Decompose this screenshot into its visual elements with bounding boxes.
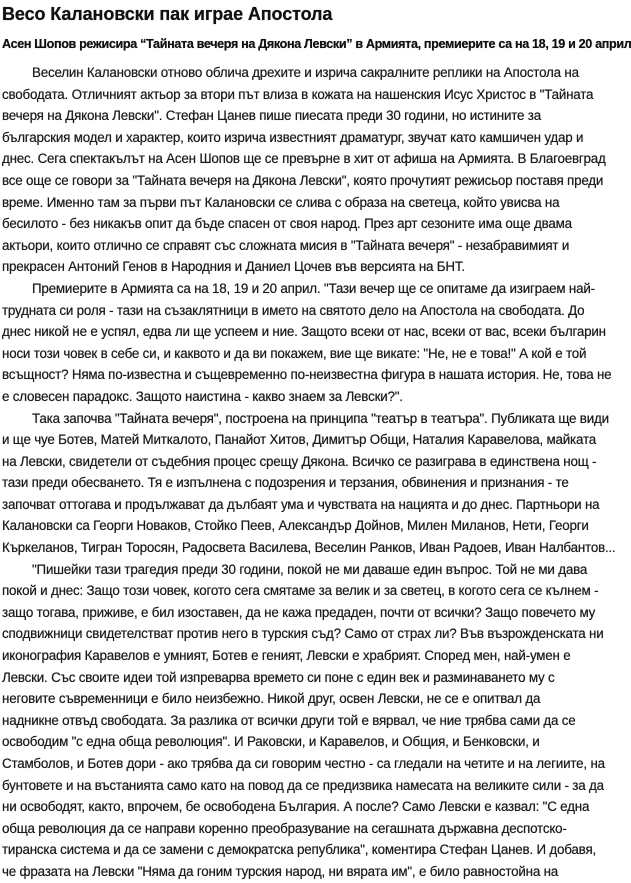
body-text-line: че фразата на Левски "Няма да гоним турския народ, ни вярата им", е било равностойна на <box>2 863 559 879</box>
body-text-line: носи този човек в себе си, и каквото и да ви покажем, вие ще викате: "Не, не е това!" А кой е той <box>2 345 587 361</box>
body-text-line: тази преди обесването. Тя е изпълнена с подозрения и терзания, обвинения и признания - те <box>2 475 569 491</box>
body-text-line: сподвижници свидетелстват против него в турския съд? Само от страх ли? Във възрожденската ни <box>2 626 604 642</box>
body-text-line: Калановски са Георги Новаков, Стойко Пеев, Александър Дойнов, Милен Миланов, Нети, Георги <box>2 518 589 534</box>
body-text-line: покой и днес: Защо този човек, когото сега смятаме за велик и за светец, в когото сега се кълнем - <box>2 583 599 599</box>
body-text-line: днес никой не е успял, едва ли ще успеем и ние. Защото всеки от нас, всеки от вас, всеки българин <box>2 324 606 340</box>
body-text-line: започват оттогава и продължават да дълбаят ума и чувствата на нацията и до днес. Партньори на <box>2 496 600 512</box>
body-text-line: на Левски, свидетели от съдебния процес срещу Дякона. Всичко се разиграва в единствена нощ - <box>2 453 597 469</box>
body-text-line: неговите съвременници е било неизбежно. Никой друг, освен Левски, не се е опитвал да <box>2 691 541 707</box>
body-text-line: трудната си роля - тази на съзаклятници в името на святото дело на Апостола на свободата. До <box>2 302 585 318</box>
paragraph-first-line: Така започва "Тайната вечеря", построена на принципа "театър в театъра". Публиката ще види <box>32 410 609 426</box>
body-text-line: тиранска система и да се замени с демократска република", коментира Стефан Цанев. И добавя, <box>2 842 597 858</box>
article-body <box>2 62 616 883</box>
body-text-line: днес. Сега спектакълът на Асен Шопов ще се превърне в хит от афиша на Армията. В Благоевград <box>2 151 606 167</box>
body-text-line: обща революция да се направи коренно преобразувание на сегашната държавна деспотско- <box>2 820 567 836</box>
body-text-line: време. Именно там за първи път Калановски се слива с образа на светеца, който увисва на <box>2 194 560 210</box>
paragraph-first-line: Премиерите в Армията са на 18, 19 и 20 април. "Тази вечер ще се опитаме да изиграем най- <box>32 280 595 296</box>
body-text-line: бесилото - без никакъв опит да бъде спасен от своя народ. През арт сезоните има още двама <box>2 216 572 232</box>
article-subtitle: Асен Шопов режисира “Тайната вечеря на Дякона Левски” в Армията, премиерите са на 18, 19 и 20 април <box>2 37 631 51</box>
body-text-line: бунтовете и на въстанията само като на повод да се предизвика намесата на великите сили - за да <box>2 777 604 793</box>
body-text-line: всъщност? Няма по-известна и същевременно по-неизвестна фигура в нашата история. Не, това не <box>2 367 612 383</box>
body-text-line: Стамболов, и Ботев дори - ако трябва да си говорим честно - са гледали на четите и на легиите, на <box>2 756 605 771</box>
body-text-line: иконография Каравелов е умният, Ботев е геният, Левски е храбрият. Според мен, най-умен е <box>2 648 571 664</box>
body-text-line: вечеря на Дякона Левски". Стефан Цанев пише пиесата преди 30 години, но истините за <box>2 108 541 124</box>
body-text-line: Къркеланов, Тигран Торосян, Радосвета Василева, Веселин Ранков, Иван Радоев, Иван Налбантов... <box>2 540 616 556</box>
body-text-line: защо тогава, приживе, е бил изоставен, да не кажа предаден, почти от всички? Защо повечето му <box>2 604 596 620</box>
body-text-line: освободим "с една обща революция". И Раковски, и Каравелов, и Общия, и Бенковски, и <box>2 734 540 750</box>
body-text-line: българския модел и характер, които изрича известният драматург, звучат като камшичен удар и <box>2 129 584 145</box>
body-text-line: надникне отвъд свободата. За разлика от всички други той е вярвал, че ние трябва сами да се <box>2 712 576 728</box>
body-text-line: Левски. Със своите идеи той изпреварва времето си поне с един век и разминаването му с <box>2 669 555 685</box>
body-text-line: все още се говори за "Тайната вечеря на Дякона Левски", която прочутият режисьор поставя преди <box>2 172 604 188</box>
body-text-line: е словесен парадокс. Защото наистина - какво знаем за Левски?". <box>2 388 403 404</box>
body-text-line: актьори, които отлично се справят със сложната мисия в "Тайната вечеря" - незабравимият и <box>2 237 570 253</box>
body-text-line: и ще чуе Ботев, Матей Миткалото, Панайот Хитов, Димитър Общи, Наталия Каравелова, майката <box>2 432 596 448</box>
paragraph-first-line: Веселин Калановски отново облича дрехите и изрича сакралните реплики на Апостола на <box>32 65 579 80</box>
article-title: Весо Калановски пак играе Апостола <box>2 4 333 24</box>
body-text-line: свободата. Отличният актьор за втори път влиза в кожата на нашенския Исус Христос в "Тайната <box>2 86 594 102</box>
paragraph-first-line: "Пишейки тази трагедия преди 30 години, покой не ми даваше един въпрос. Той не ми дава <box>32 561 588 577</box>
body-text-line: ни освободят, както, впрочем, бе освободена България. А после? Само Левски е казвал: "С една <box>2 799 590 815</box>
body-text-line: прекрасен Антоний Генов в Народния и Даниел Цочев във версията на БНТ. <box>2 259 465 275</box>
